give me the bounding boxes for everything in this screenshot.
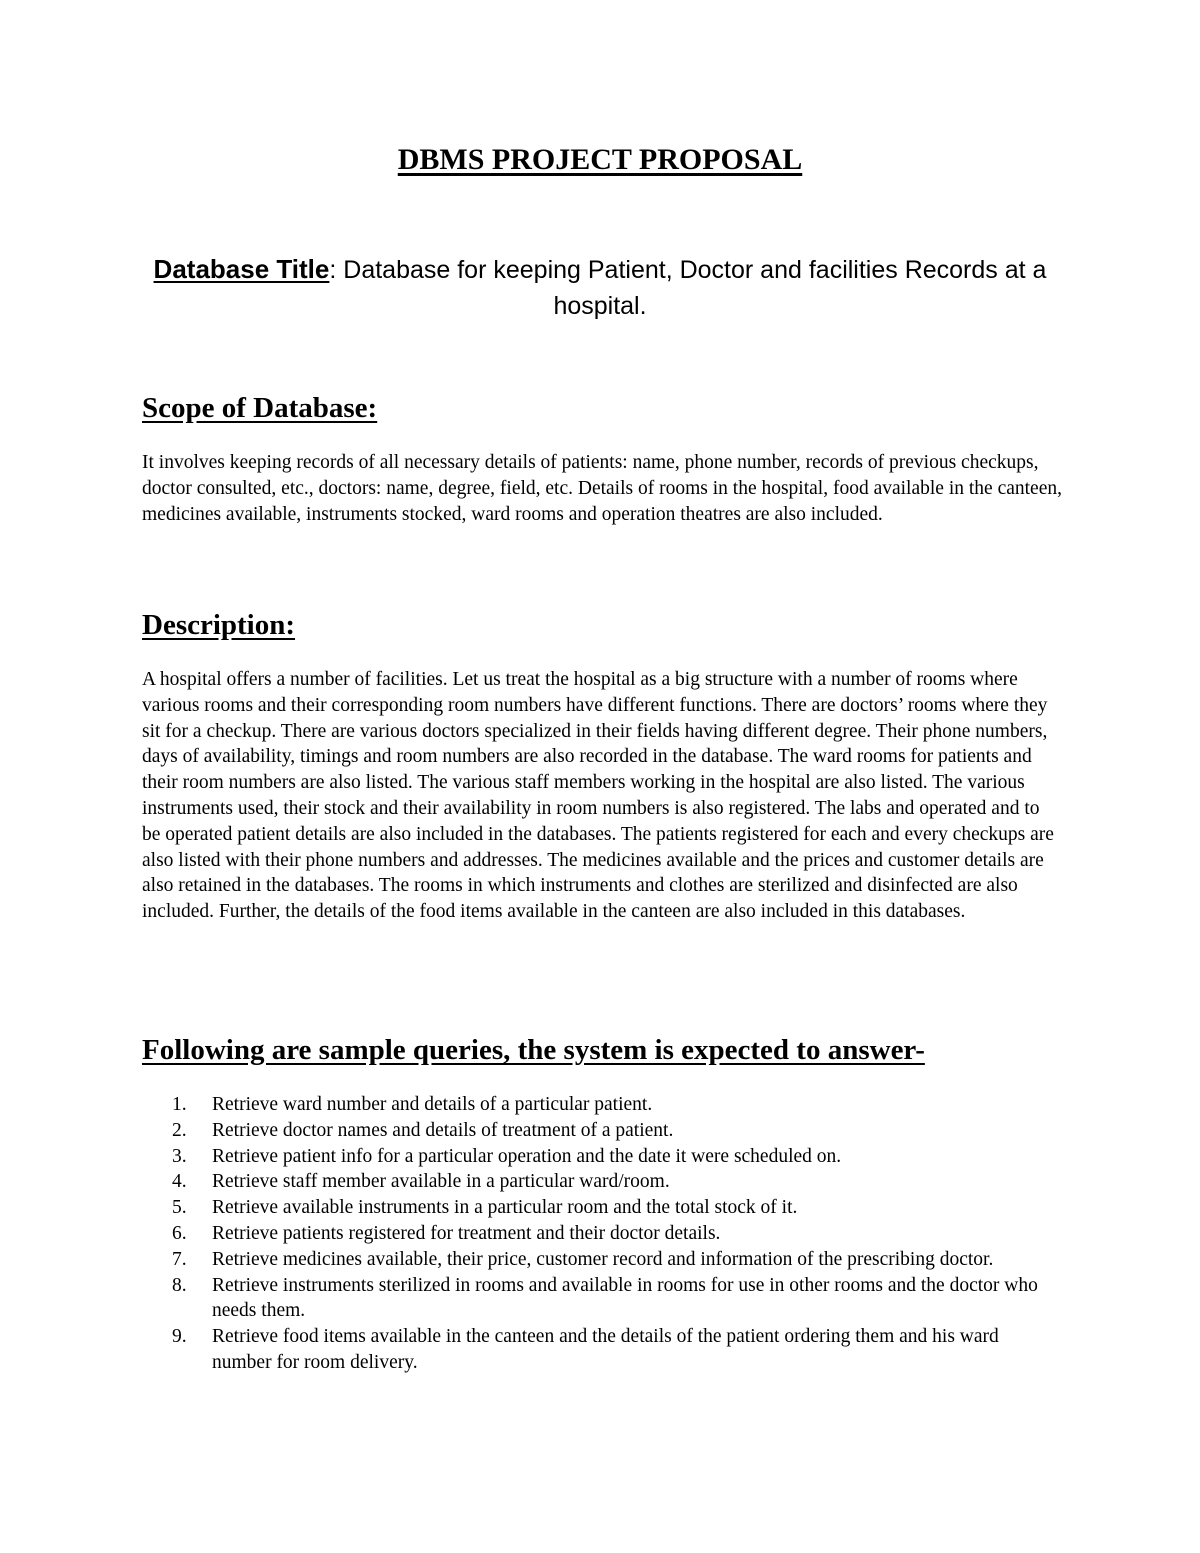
query-item xyxy=(142,1273,1062,1325)
query-item xyxy=(142,1118,1062,1144)
scope-paragraph: It involves keeping records of all necessary details of patients: name, phone number, records of previous checkups, doctor consulted, etc., doctors: name, degree, field, etc. Details of rooms in the hospital, food available in the canteen, medicines available, instruments stocked, ward rooms and operation theatres are also included. xyxy=(142,452,1062,525)
query-number: 5. xyxy=(172,1197,187,1219)
database-title-label: Database Title xyxy=(153,254,330,284)
query-text: Retrieve food items available in the canteen and the details of the patient ordering them and his ward number for room delivery. xyxy=(212,1326,999,1373)
query-number: 8. xyxy=(172,1274,187,1296)
query-text: Retrieve patient info for a particular operation and the date it were scheduled on. xyxy=(212,1145,842,1167)
query-item xyxy=(142,1195,1062,1221)
query-number: 9. xyxy=(172,1326,187,1348)
query-item xyxy=(142,1169,1062,1195)
query-text: Retrieve doctor names and details of treatment of a patient. xyxy=(212,1119,674,1141)
query-number: 6. xyxy=(172,1222,187,1244)
description-paragraph: A hospital offers a number of facilities. Let us treat the hospital as a big structure with a number of rooms where various rooms and their corresponding room numbers have different functions. There are doctors’ rooms where they sit for a checkup. There are various doctors specialized in their fields having different degree. Their phone numbers, days of availability, timings and room numbers are also recorded in the database. The ward rooms for patients and their room numbers are also listed. The various staff members working in the hospital are also listed. The various instruments used, their stock and their availability in room numbers is also registered. The labs and operated and to be operated patient details are also included in the databases. The patients registered for each and every checkups are also listed with their phone numbers and addresses. The medicines available and the prices and customer details are also retained in the databases. The rooms in which instruments and clothes are sterilized and disinfected are also included. Further, the details of the food items available in the canteen are also included in this databases. xyxy=(142,669,1054,923)
query-text: Retrieve patients registered for treatment and their doctor details. xyxy=(212,1222,721,1244)
database-title xyxy=(130,252,1070,324)
query-item xyxy=(142,1324,1062,1376)
query-number: 4. xyxy=(172,1171,187,1193)
document-title: DBMS PROJECT PROPOSAL xyxy=(397,143,803,176)
scope-heading: Scope of Database: xyxy=(142,392,378,424)
query-item xyxy=(142,1247,1062,1273)
query-text: Retrieve instruments sterilized in rooms and available in rooms for use in other rooms and the doctor who needs them. xyxy=(212,1274,1038,1322)
query-number: 2. xyxy=(172,1119,187,1141)
description-heading: Description: xyxy=(142,609,296,641)
query-number: 7. xyxy=(172,1248,187,1270)
database-title-colon: : xyxy=(329,256,337,284)
query-number: 1. xyxy=(172,1094,187,1115)
query-text: Retrieve staff member available in a particular ward/room. xyxy=(212,1171,670,1193)
query-text: Retrieve medicines available, their price, customer record and information of the prescribing doctor. xyxy=(212,1248,994,1270)
query-text: Retrieve available instruments in a particular room and the total stock of it. xyxy=(212,1197,798,1219)
database-title-text: Database for keeping Patient, Doctor and facilities Records at a hospital. xyxy=(336,256,1047,320)
queries-heading: Following are sample queries, the system is expected to answer- xyxy=(142,1034,925,1066)
query-item xyxy=(142,1092,1062,1118)
query-item xyxy=(142,1221,1062,1247)
query-item xyxy=(142,1144,1062,1170)
queries-list xyxy=(142,1092,1062,1376)
query-text: Retrieve ward number and details of a particular patient. xyxy=(212,1094,653,1115)
query-number: 3. xyxy=(172,1145,187,1167)
